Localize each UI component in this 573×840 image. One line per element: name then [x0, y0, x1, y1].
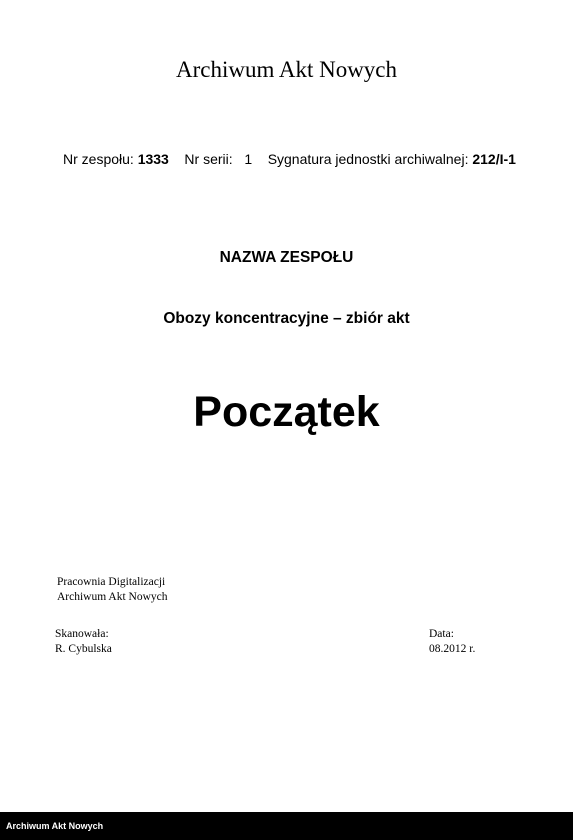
- digitization-lab-block: [57, 575, 168, 605]
- series-label: Nr serii:: [184, 151, 233, 167]
- fond-number-value: 1333: [137, 151, 169, 167]
- date-value: 08.2012 r.: [429, 643, 476, 655]
- fond-heading: NAZWA ZESPOŁU: [219, 249, 354, 266]
- signature-value: 212/I-1: [472, 151, 516, 167]
- signature-label: Sygnatura jednostki archiwalnej:: [267, 151, 469, 167]
- footer-text: Archiwum Akt Nowych: [6, 821, 104, 831]
- series-value: 1: [244, 151, 253, 167]
- date-label: Data:: [429, 628, 454, 640]
- scanned-by-label: Skanowała:: [55, 628, 109, 640]
- fond-number-label: Nr zespołu:: [63, 151, 134, 167]
- scanned-by-name: R. Cybulska: [55, 643, 112, 655]
- metadata-line: [63, 151, 563, 167]
- lab-line-2: Archiwum Akt Nowych: [57, 591, 168, 603]
- document-title: Początek: [193, 388, 380, 436]
- lab-line-1: Pracownia Digitalizacji: [57, 576, 166, 588]
- fond-name: Obozy koncentracyjne – zbiór akt: [163, 310, 410, 327]
- scanned-by-block: [55, 627, 112, 657]
- footer-bar: [0, 812, 573, 840]
- archive-title: Archiwum Akt Nowych: [175, 57, 398, 82]
- date-block: [429, 627, 475, 657]
